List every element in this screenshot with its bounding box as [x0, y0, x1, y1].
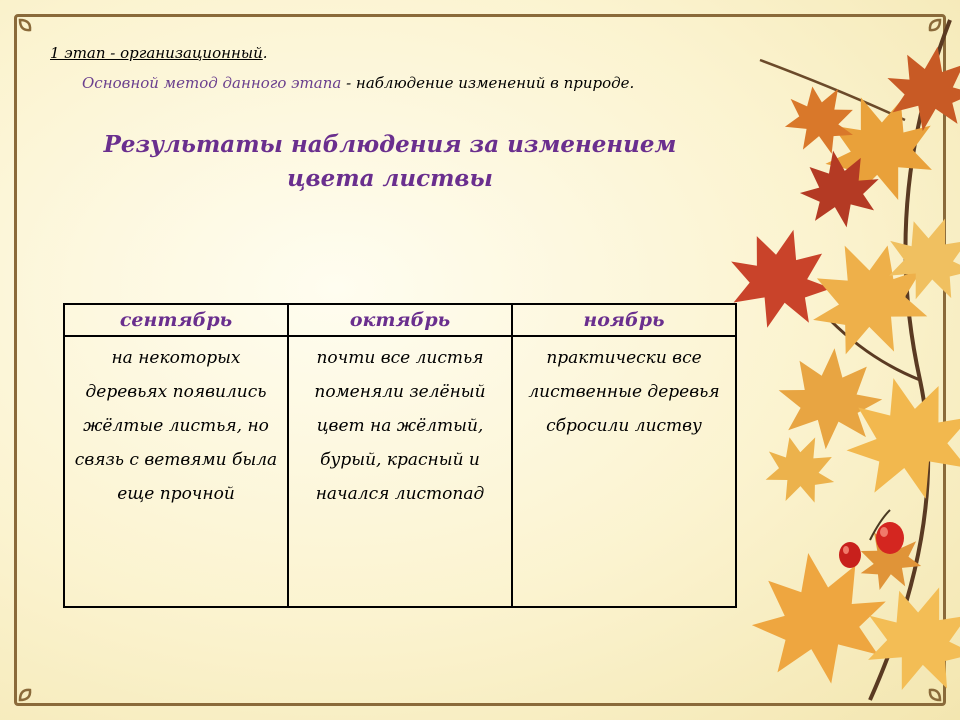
column-header-september: сентябрь — [64, 304, 288, 336]
page-title: Результаты наблюдения за изменением цвета листвы — [103, 131, 677, 192]
stage-label: 1 этап - организационный — [50, 44, 263, 62]
observation-table — [63, 303, 737, 608]
frame-corner-icon — [17, 677, 43, 703]
stage-end: . — [262, 44, 268, 62]
method-line — [82, 74, 634, 92]
column-header-october: октябрь — [288, 304, 512, 336]
column-header-november: ноябрь — [512, 304, 736, 336]
stage-title — [50, 44, 268, 62]
cell-september: на некоторых деревьях появились жёлтые листья, но связь с ветвями была еще прочной — [64, 336, 288, 607]
autumn-leaves-icon — [720, 0, 960, 720]
method-label: Основной метод данного этапа — [82, 74, 342, 92]
cell-november: практически все лиственные деревья сбросили листву — [512, 336, 736, 607]
table-row — [64, 336, 736, 607]
frame-corner-icon — [17, 17, 43, 43]
cell-october: почти все листья поменяли зелёный цвет на жёлтый, бурый, красный и начался листопад — [288, 336, 512, 607]
method-text: - наблюдение изменений в природе. — [341, 74, 635, 92]
table-header-row — [64, 304, 736, 336]
